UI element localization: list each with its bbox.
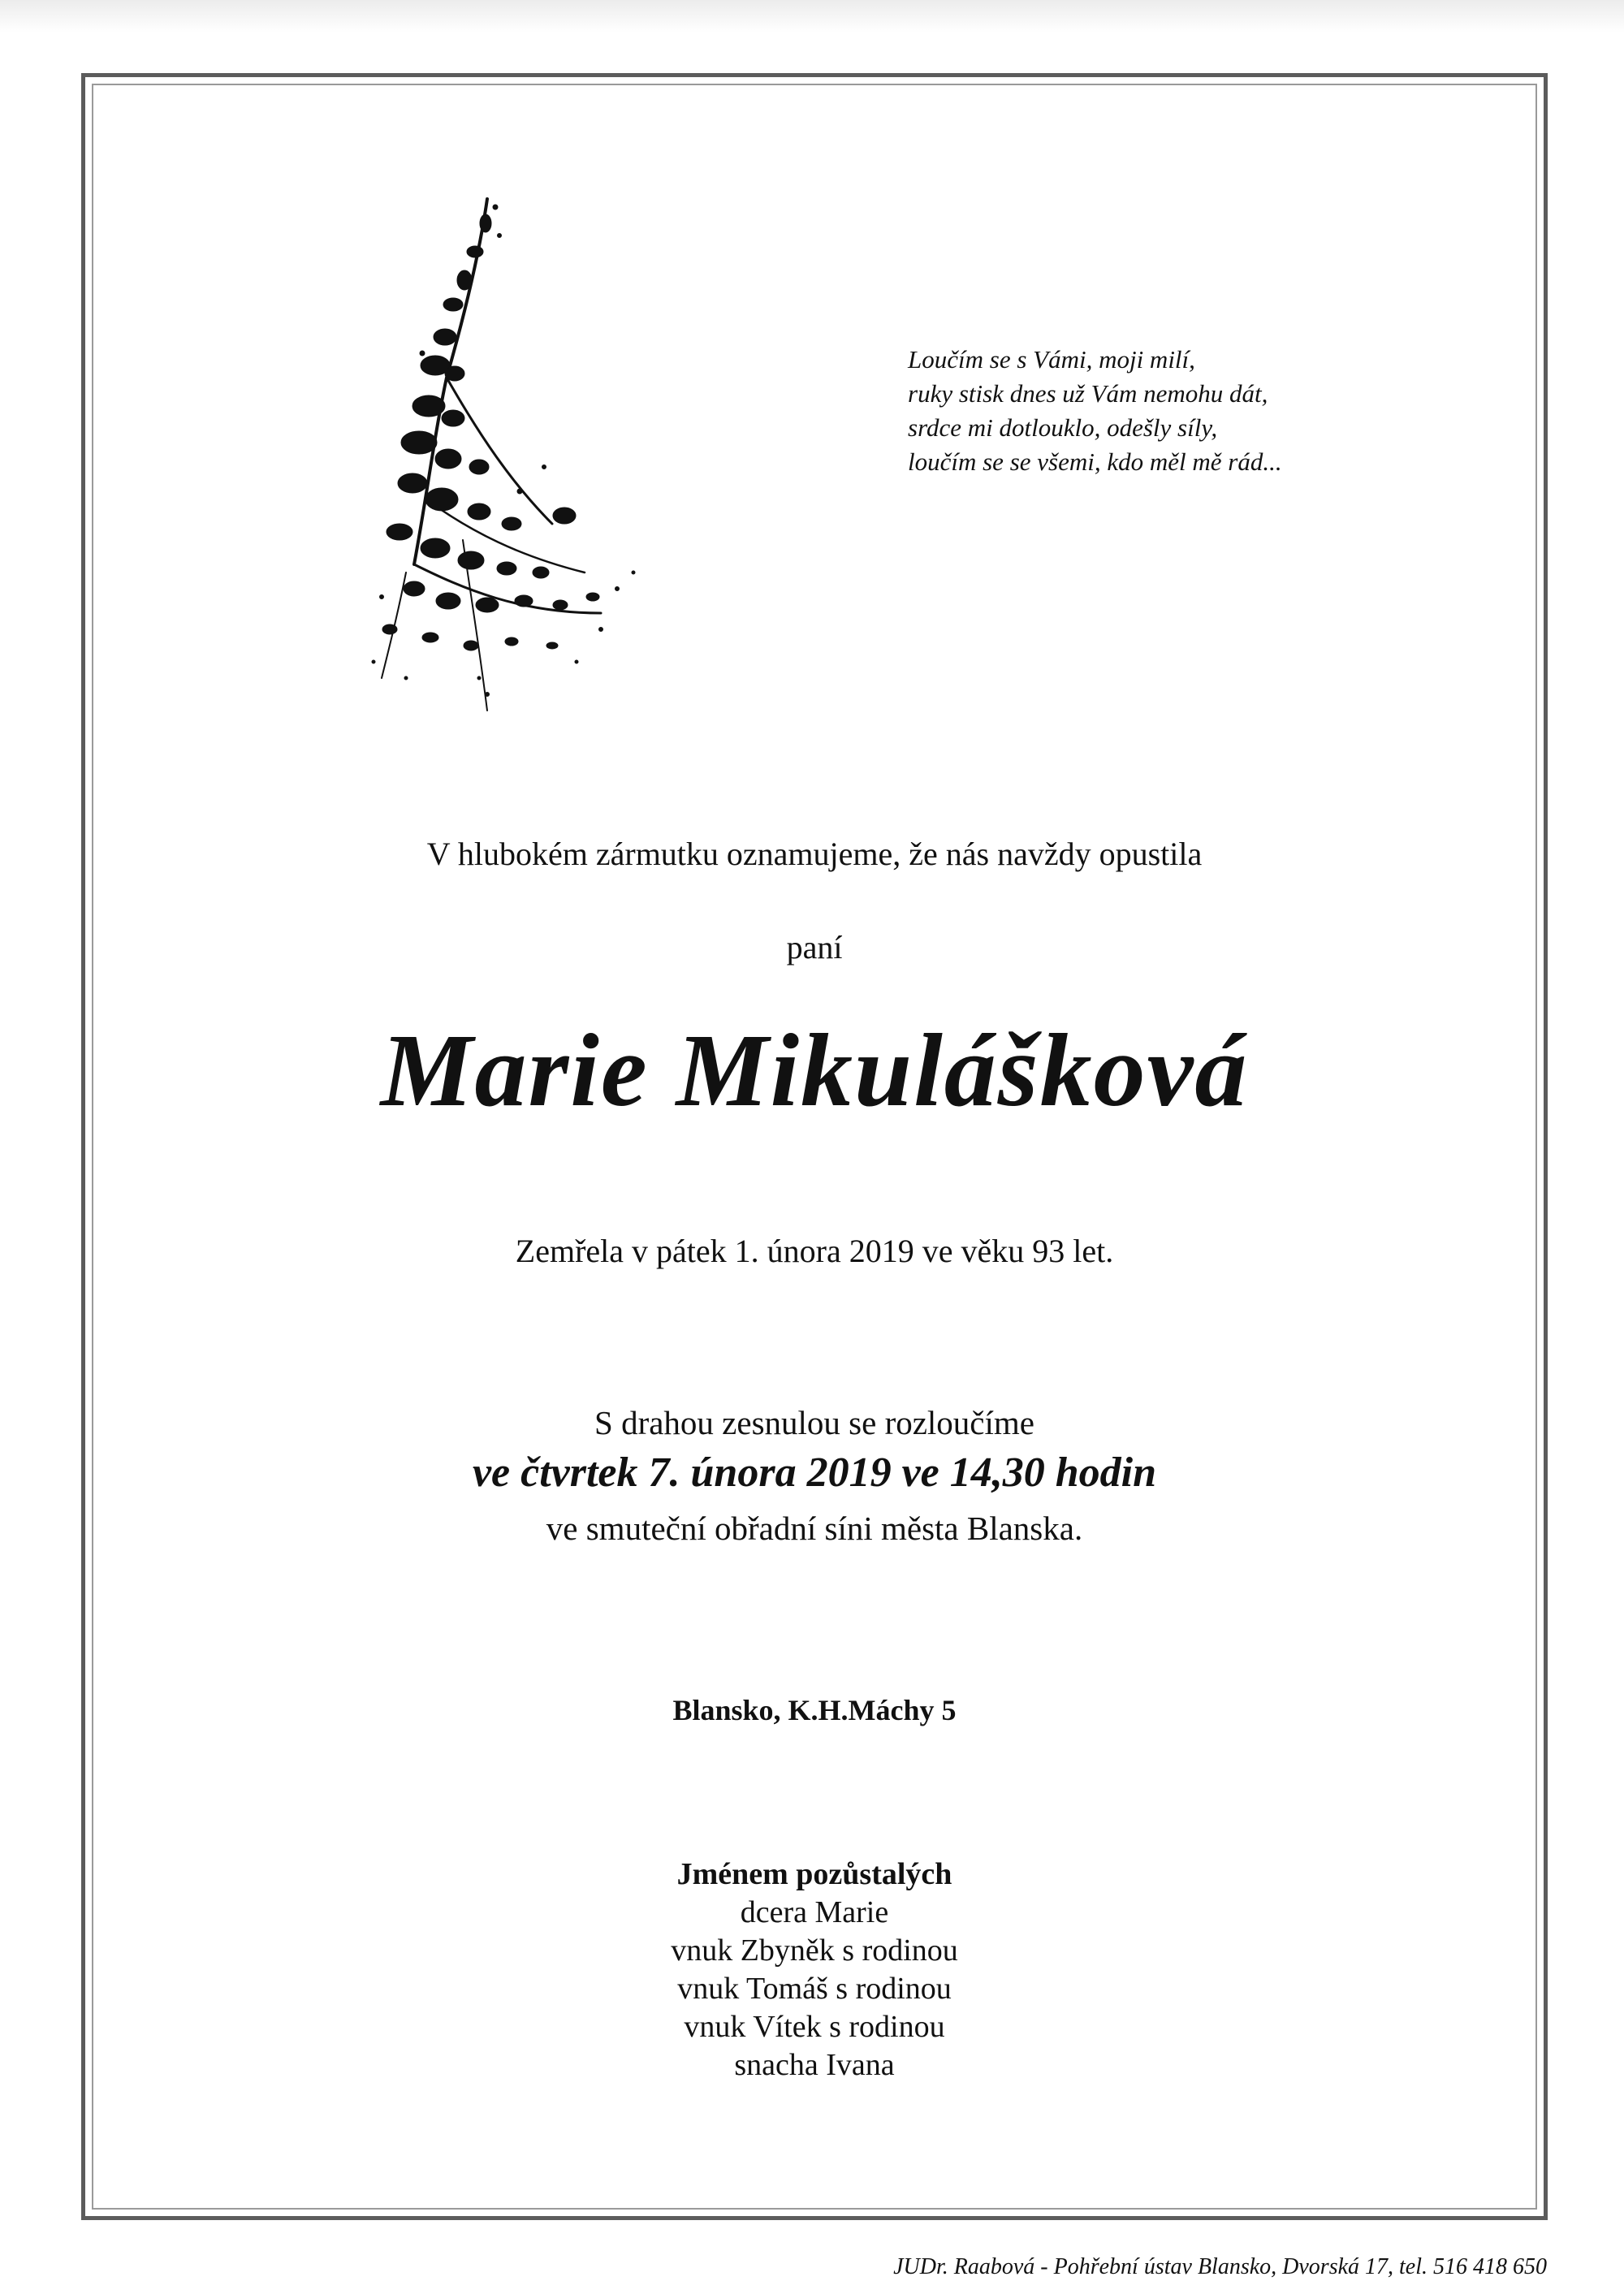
funeral-venue: ve smuteční obřadní síni města Blanska. — [546, 1510, 1083, 1547]
death-date-line: Zemřela v pátek 1. února 2019 ve věku 93 let. — [515, 1233, 1114, 1269]
honorific: paní — [786, 929, 843, 966]
poem-line: Loučím se s Vámi, moji milí, — [908, 345, 1195, 374]
poem-line: srdce mi dotlouklo, odešly síly, — [908, 413, 1218, 442]
mourner: vnuk Tomáš s rodinou — [677, 1972, 952, 2006]
announcement-intro: V hlubokém zármutku oznamujeme, že nás navždy opustila — [426, 836, 1203, 872]
funeral-home-footer: JUDr. Raabová - Pohřební ústav Blansko, Dvorská 17, tel. 516 418 650 — [893, 2254, 1547, 2279]
scan-top-shading — [0, 0, 1624, 32]
floral-branch-icon — [357, 191, 715, 727]
mourner: dcera Marie — [740, 1895, 889, 1929]
family-address: Blansko, K.H.Máchy 5 — [672, 1694, 957, 1726]
mourners-list — [81, 1856, 1548, 2084]
poem-line: ruky stisk dnes už Vám nemohu dát, — [908, 379, 1268, 408]
mourner: snacha Ivana — [734, 2048, 895, 2082]
mourners-heading: Jménem pozůstalých — [676, 1857, 952, 1891]
deceased-name: Marie Mikulášková — [380, 1013, 1249, 1128]
mourner: vnuk Vítek s rodinou — [684, 2010, 945, 2044]
farewell-poem — [908, 343, 1395, 479]
farewell-line: S drahou zesnulou se rozloučíme — [594, 1404, 1034, 1441]
mourner: vnuk Zbyněk s rodinou — [671, 1933, 958, 1968]
funeral-date-time: ve čtvrtek 7. února 2019 ve 14,30 hodin — [472, 1449, 1157, 1496]
poem-line: loučím se se všemi, kdo měl mě rád... — [908, 447, 1282, 476]
